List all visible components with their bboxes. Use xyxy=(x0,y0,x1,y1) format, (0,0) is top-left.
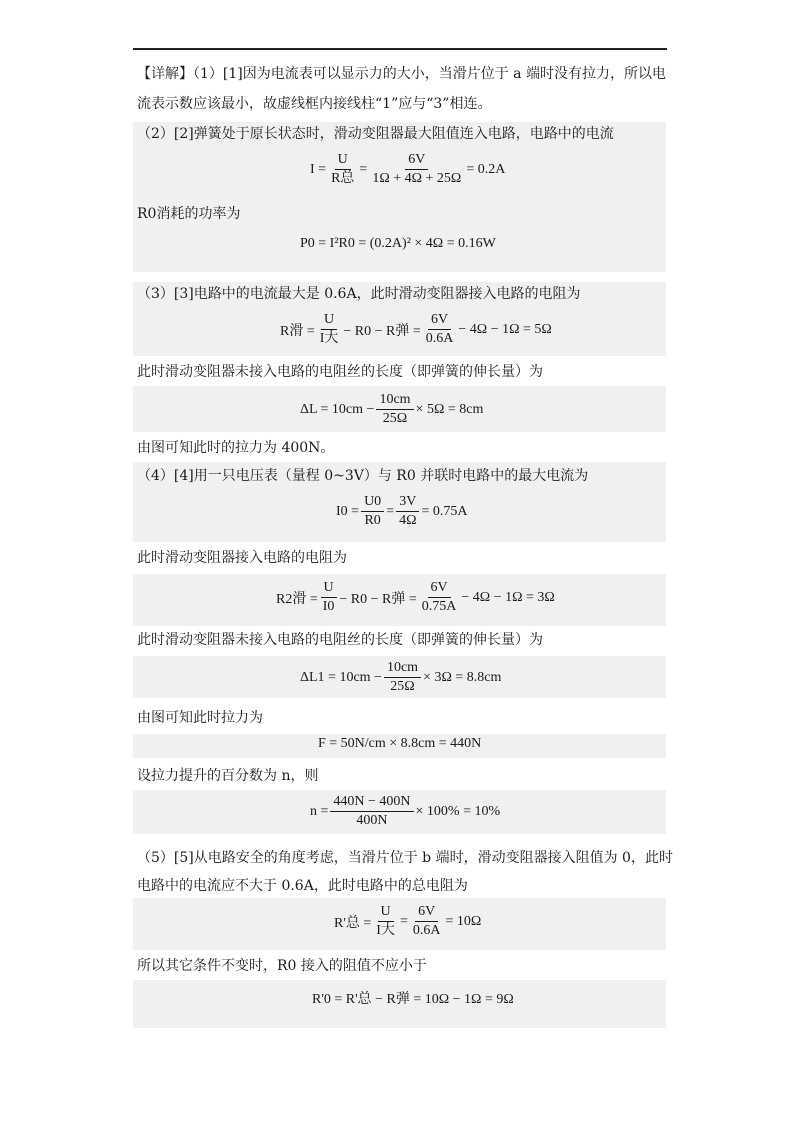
formula-deltaL1: ΔL1 = 10cm − $\frac{10cm}{25\Omega}$ × 3Ω = 8.8cm xyxy=(300,660,502,694)
para-1b: 流表示数应该最小，故虚线框内接线柱“1”应与“3”相连。 xyxy=(137,96,492,112)
para-8: 此时滑动变阻器接入电路的电阻为 xyxy=(137,550,347,566)
formula-i0: I0 = $\frac{U0}{R0}$ = $\frac{3V}{4\Omega}$ = 0.75A xyxy=(336,494,468,528)
para-9: 此时滑动变阻器未接入电路的电阻丝的长度（即弹簧的伸长量）为 xyxy=(137,632,543,648)
formula-percent: n = $\frac{440N - 400N}{400N}$ × 100% = 10% xyxy=(310,794,501,828)
para-12b: 电路中的电流应不大于 0.6A，此时电路中的总电阻为 xyxy=(137,878,468,894)
para-3: R0消耗的功率为 xyxy=(137,206,241,222)
formula-force: F = 50N/cm × 8.8cm = 440N xyxy=(318,736,482,751)
header-rule xyxy=(133,48,667,50)
para-4: （3）[3]电路中的电流最大是 0.6A，此时滑动变阻器接入电路的电阻为 xyxy=(137,286,581,302)
formula-power: P0 = I²R0 = (0.2A)² × 4Ω = 0.16W xyxy=(300,236,496,251)
formula-rslide: R滑 = $\frac{U}{\text{I大}}$ − R0 − R弹 = $\frac{6V}{0.6A}$ − 4Ω − 1Ω = 5Ω xyxy=(280,312,552,346)
para-6: 由图可知此时的拉力为 400N。 xyxy=(137,440,335,456)
para-12a: （5）[5]从电路安全的角度考虑，当滑片位于 b 端时，滑动变阻器接入阻值为 0，此时 xyxy=(137,850,673,866)
formula-deltaL: ΔL = 10cm − $\frac{10cm}{25\Omega}$ × 5Ω = 8cm xyxy=(300,392,484,426)
para-5: 此时滑动变阻器未接入电路的电阻丝的长度（即弹簧的伸长量）为 xyxy=(137,364,543,380)
formula-r0min: R'0 = R'总 − R弹 = 10Ω − 1Ω = 9Ω xyxy=(312,992,514,1007)
para-10: 由图可知此时拉力为 xyxy=(137,710,263,726)
para-11: 设拉力提升的百分数为 n，则 xyxy=(137,768,319,784)
para-2: （2）[2]弹簧处于原长状态时，滑动变阻器最大阻值连入电路，电路中的电流 xyxy=(137,126,614,142)
para-7: （4）[4]用一只电压表（量程 0~3V）与 R0 并联时电路中的最大电流为 xyxy=(137,468,589,484)
para-13: 所以其它条件不变时，R0 接入的阻值不应小于 xyxy=(137,958,427,974)
formula-rtotal: R'总 = $\frac{U}{\text{I大}}$ = $\frac{6V}{0.6A}$ = 10Ω xyxy=(334,904,482,938)
formula-current: I = $\frac{U}{\text{R总}}$ = $\frac{6V}{1\Omega + 4\Omega + 25\Omega}$ = 0.2A xyxy=(310,152,506,186)
formula-r2slide: R2滑 = $\frac{U}{I0}$ − R0 − R弹 = $\frac{6V}{0.75A}$ − 4Ω − 1Ω = 3Ω xyxy=(276,580,555,614)
para-1a: 【详解】（1）[1]因为电流表可以显示力的大小，当滑片位于 a 端时没有拉力，所以电 xyxy=(137,66,666,82)
